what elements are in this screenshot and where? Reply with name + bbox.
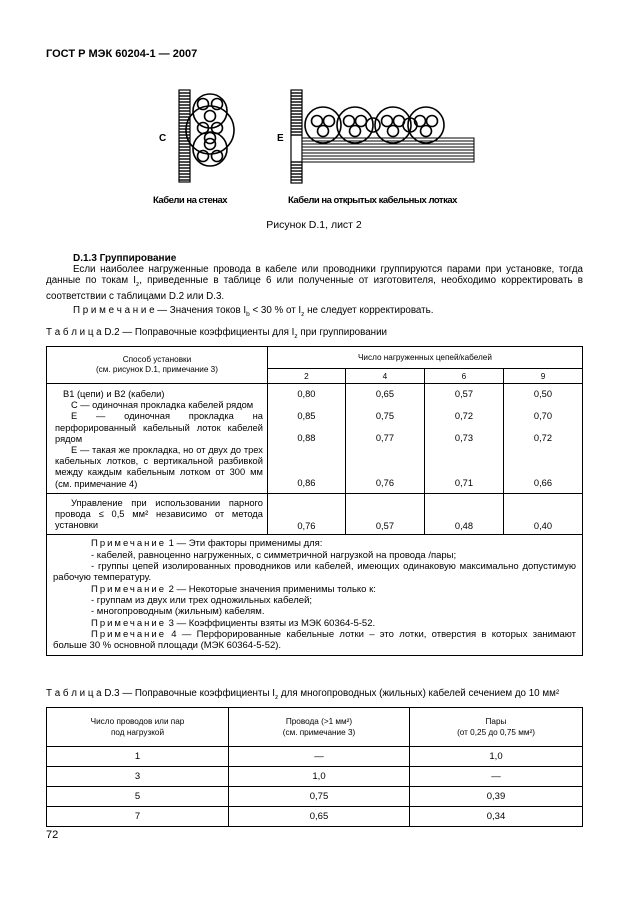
note-2-b: - многопроводным (жильным) кабелям. bbox=[91, 606, 265, 618]
note-3: Примечание 3 — Коэффициенты взяты из МЭК 60364-5-52. bbox=[91, 617, 376, 629]
method-e2: E — такая же прокладка, но от двух до трех кабельных лотков, с вертикальной разбивкой между каждым кабельным лотком от 300 мм (см. примечание 4) bbox=[55, 445, 263, 489]
method-c: C — одиночная прокладка кабелей рядом bbox=[71, 400, 254, 411]
col-head: 2 bbox=[267, 369, 345, 384]
cell: 0,39 bbox=[410, 787, 583, 807]
table-row bbox=[47, 767, 583, 787]
head-count: Число проводов или пар под нагрузкой bbox=[47, 708, 229, 747]
section-heading: D.1.3 Группирование bbox=[73, 253, 177, 264]
note-label: П р и м е ч а н и е bbox=[73, 305, 155, 316]
page-number: 72 bbox=[46, 829, 59, 841]
table-d2-title: D.2 — Поправочные коэффициенты для $I_z$ при группировании bbox=[104, 327, 388, 340]
cell: 0,34 bbox=[410, 807, 583, 827]
col-head: 6 bbox=[424, 369, 503, 384]
table-d3-title: D.3 — Поправочные коэффициенты $I_z$ для многопроводных (жильных) кабелей сечением до 10 мм² bbox=[104, 688, 560, 701]
table-row bbox=[47, 787, 583, 807]
values-col-2: 0,80 0,85 0,88 0,86 bbox=[267, 384, 345, 494]
paired-value: 0,40 bbox=[503, 493, 582, 535]
note-4: Примечание 4 — Перфорированные кабельные лотки – это лотки, отверстия в которых занимают больше 30 % основной площади (МЭК 60364-5-52). bbox=[53, 628, 576, 652]
paired-value: 0,76 bbox=[267, 493, 345, 535]
cell: 0,65 bbox=[229, 807, 410, 827]
table-row bbox=[47, 747, 583, 767]
cell: 1 bbox=[47, 747, 229, 767]
paired-value: 0,57 bbox=[345, 493, 424, 535]
wall-right bbox=[291, 90, 302, 183]
table-d3 bbox=[46, 707, 583, 827]
cell: 1,0 bbox=[410, 747, 583, 767]
cell: 3 bbox=[47, 767, 229, 787]
cell: 1,0 bbox=[229, 767, 410, 787]
table-d2-label: Т а б л и ц а bbox=[46, 327, 102, 338]
label-c: C bbox=[159, 133, 167, 144]
cable-figure bbox=[0, 0, 628, 215]
values-col-9: 0,50 0,70 0,72 0,66 bbox=[503, 384, 582, 494]
cell: — bbox=[229, 747, 410, 767]
section-note bbox=[73, 305, 433, 320]
label-e: E bbox=[277, 133, 284, 144]
head-wires: Провода (>1 мм²) (см. примечание 3) bbox=[229, 708, 410, 747]
method-e1: E — одиночная прокладка на перфорированный кабельный лоток кабелей рядом bbox=[55, 411, 263, 444]
row-methods bbox=[47, 384, 268, 494]
cell: — bbox=[410, 767, 583, 787]
section-text: Если наиболее нагруженные провода в кабеле или проводники группируются парами при установке, тогда данные по токам $I_z$, приведенные в таблице 6 или полученные от изготовителя, необходимо корректировать в соответствии с таблицами D.2 или D.3. bbox=[46, 264, 583, 302]
col-head: 4 bbox=[345, 369, 424, 384]
head-circuits: Число нагруженных цепей/кабелей bbox=[267, 347, 582, 369]
cable-bundle-left bbox=[186, 94, 234, 166]
table-d2-caption bbox=[46, 327, 387, 340]
note-1-b: - группы цепей изолированных проводников или кабелей, имеющих одинаковую максимально допустимую рабочую температуру. bbox=[53, 561, 576, 584]
col-head: 9 bbox=[503, 369, 582, 384]
cell: 0,75 bbox=[229, 787, 410, 807]
note-2-a: - группам из двух или трех одножильных кабелей; bbox=[91, 594, 313, 606]
document-header: ГОСТ Р МЭК 60204-1 — 2007 bbox=[46, 48, 198, 60]
values-col-6: 0,57 0,72 0,73 0,71 bbox=[424, 384, 503, 494]
note-1: Примечание 1 — Эти факторы применимы для: bbox=[91, 538, 323, 550]
row-paired-wire: Управление при использовании парного провода ≤ 0,5 мм² независимо от метода установки bbox=[47, 493, 268, 535]
table-d3-caption bbox=[46, 688, 559, 701]
table-d2-notes bbox=[47, 535, 583, 656]
caption-trays: Кабели на открытых кабельных лотках bbox=[288, 195, 457, 206]
figure-caption: Рисунок D.1, лист 2 bbox=[266, 219, 362, 231]
paired-value: 0,48 bbox=[424, 493, 503, 535]
head-method: Способ установки (см. рисунок D.1, примечание 3) bbox=[47, 347, 268, 384]
table-d2 bbox=[46, 346, 583, 656]
note-2: Примечание 2 — Некоторые значения применимы только к: bbox=[91, 583, 376, 595]
cell: 5 bbox=[47, 787, 229, 807]
table-row bbox=[47, 807, 583, 827]
note-text: — Значения токов $I_b < 30$ % от $I_z$ не следует корректировать. bbox=[157, 305, 434, 318]
table-d3-label: Т а б л и ц а bbox=[46, 688, 102, 699]
caption-walls: Кабели на стенах bbox=[153, 195, 228, 206]
head-pairs: Пары (от 0,25 до 0,75 мм²) bbox=[410, 708, 583, 747]
method-b: B1 (цепи) и B2 (кабели) bbox=[63, 389, 165, 399]
note-1-a: - кабелей, равноценно нагруженных, с симметричной нагрузкой на провода /пары; bbox=[91, 549, 457, 561]
values-col-4: 0,65 0,75 0,77 0,76 bbox=[345, 384, 424, 494]
cell: 7 bbox=[47, 807, 229, 827]
